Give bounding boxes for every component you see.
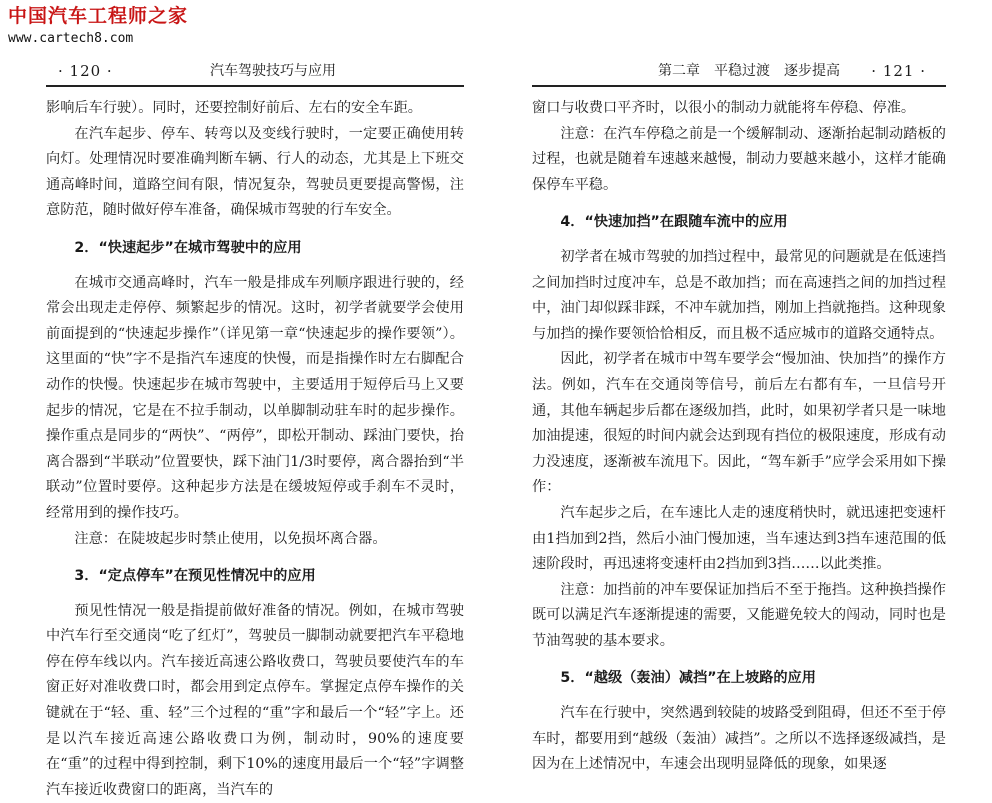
left-header-rule bbox=[46, 85, 464, 87]
right-header-title: 第二章 平稳过渡 逐步提高 bbox=[658, 63, 840, 79]
watermark-url: www.cartech8.com bbox=[8, 31, 134, 46]
note-paragraph: 注意：在汽车停稳之前是一个缓解制动、逐渐抬起制动踏板的过程，也就是随着车速越来越慢，制动力要越来越小，这样才能确保停车平稳。 bbox=[532, 125, 946, 193]
paragraph: 初学者在城市驾驶的加挡过程中，最常见的问题就是在低速挡之间加挡时过度冲车，总是不敢加挡；而在高速挡之间的加挡过程中，油门却似踩非踩，不冲车就加挡，刚加上挡就拖挡。这种现象与加挡的操作要领恰恰相反，而且极不适应城市的道路交通特点。 bbox=[532, 248, 946, 342]
left-running-head bbox=[46, 60, 464, 82]
paragraph: 在汽车起步、停车、转弯以及变线行驶时，一定要正确使用转向灯。处理情况时要准确判断车辆、行人的动态，尤其是上下班交通高峰时间，道路空间有限，情况复杂，驾驶员更要提高警惕，注意防范，随时做好停车准备，确保城市驾驶的行车安全。 bbox=[46, 125, 464, 219]
section-heading-5: 5．“越级（轰油）减挡”在上坡路的应用 bbox=[560, 670, 816, 687]
paragraph: 在城市交通高峰时，汽车一般是排成车列顺序跟进行驶的，经常会出现走走停停、频繁起步的情况。这时，初学者就要学会使用前面提到的“快速起步操作”（详见第一章“快速起步的操作要领”）。这里面的“快”字不是指汽车速度的快慢，而是指操作时左右脚配合动作的快慢。快速起步在城市驾驶中，主要适用于短停后马上又要起步的情况，它是在不拉手制动，以单脚制动驻车时的起步操作。操作重点是同步的“两快”、“两停”，即松开制动、踩油门要快，抬离合器到“半联动”位置要快，踩下油门1/3时要停，离合器抬到“半联动”位置时要停。这种起步方法是在缓坡短停或手刹车不灵时，经常用到的操作技巧。 bbox=[46, 274, 464, 521]
section-heading-2: 2．“快速起步”在城市驾驶中的应用 bbox=[74, 239, 302, 256]
section-heading-4: 4．“快速加挡”在跟随车流中的应用 bbox=[560, 214, 788, 231]
right-continued-text: 窗口与收费口平齐时，以很小的制动力就能将车停稳、停准。 bbox=[532, 100, 916, 116]
left-page-number: · 120 · bbox=[58, 62, 113, 80]
paragraph: 汽车起步之后，在车速比人走的速度稍快时，就迅速把变速杆由1挡加到2挡，然后小油门慢加速，当车速达到3挡车速范围的低速阶段时，再迅速将变速杆由2挡加到3挡……以此类推。 bbox=[532, 504, 946, 573]
left-header-title: 汽车驾驶技巧与应用 bbox=[210, 63, 336, 79]
paragraph: 因此，初学者在城市中驾车要学会“慢加油、快加挡”的操作方法。例如，汽车在交通岗等信号，前后左右都有车，一旦信号开通，其他车辆起步后都在逐级加挡，此时，如果初学者只是一味地加油提速，很短的时间内就会达到现有挡位的极限速度，形成有动力没速度，逐渐被车流甩下。因此，“驾车新手”应学会采用如下操作： bbox=[532, 351, 946, 496]
right-running-head bbox=[532, 60, 946, 82]
right-header-rule bbox=[532, 85, 946, 87]
section-heading-3: 3．“定点停车”在预见性情况中的应用 bbox=[74, 568, 316, 585]
paragraph: 汽车在行驶中，突然遇到较陡的坡路受到阻碍，但还不至于停车时，都要用到“越级（轰油）减挡”。之所以不选择逐级减挡，是因为在上述情况中，车速会出现明显降低的现象，如果逐 bbox=[532, 705, 946, 773]
left-page-body bbox=[46, 96, 464, 803]
note-paragraph: 注意：在陡坡起步时禁止使用，以免损坏离合器。 bbox=[74, 530, 387, 547]
paragraph: 预见性情况一般是指提前做好准备的情况。例如，在城市驾驶中汽车行至交通岗“吃了红灯”，驾驶员一脚制动就要把汽车平稳地停在停车线以内。汽车接近高速公路收费口，驾驶员要使汽车的车窗正好对准收费口时，都会用到定点停车。掌握定点停车操作的关键就在于“轻、重、轻”三个过程的“重”字和最后一个“轻”字上。还是以汽车接近高速公路收费口为例，制动时，90%的速度要在“重”的过程中得到控制，剩下10%的速度用最后一个“轻”字调整汽车接近收费窗口的距离，当汽车的 bbox=[46, 602, 464, 798]
right-page-body bbox=[532, 96, 946, 778]
watermark bbox=[8, 4, 188, 48]
left-continued-text: 影响后车行驶）。同时，还要控制好前后、左右的安全车距。 bbox=[46, 100, 422, 116]
note-paragraph: 注意：加挡前的冲车要保证加挡后不至于拖挡。这种换挡操作既可以满足汽车逐渐提速的需要，又能避免较大的闯动，同时也是节油驾驶的基本要求。 bbox=[532, 581, 946, 649]
watermark-site-name: 中国汽车工程师之家 bbox=[8, 5, 189, 27]
right-page-number: · 121 · bbox=[871, 62, 926, 80]
